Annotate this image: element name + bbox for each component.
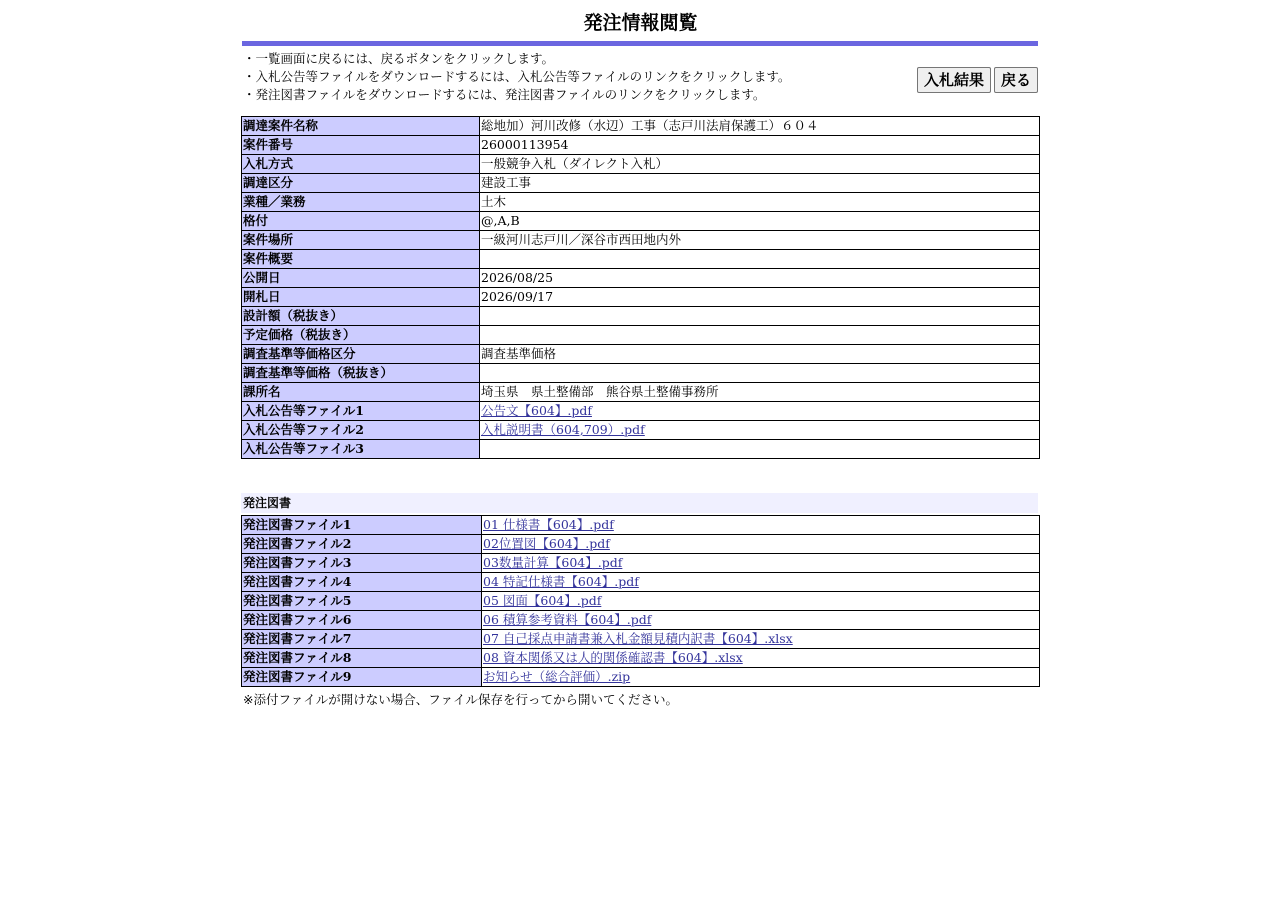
row-label: 発注図書ファイル1 (242, 516, 482, 535)
row-label: 予定価格（税抜き） (242, 326, 480, 345)
row-value (482, 668, 1040, 687)
row-value (480, 250, 1040, 269)
row-label: 調達区分 (242, 174, 480, 193)
row-label: 案件概要 (242, 250, 480, 269)
row-label: 格付 (242, 212, 480, 231)
table-row (242, 288, 1040, 307)
bid-result-button[interactable]: 入札結果 (917, 67, 991, 93)
row-value: 埼玉県 県土整備部 熊谷県土整備事務所 (480, 383, 1040, 402)
row-value: 2026/08/25 (480, 269, 1040, 288)
table-row (242, 136, 1040, 155)
table-row (242, 440, 1040, 459)
row-label: 発注図書ファイル2 (242, 535, 482, 554)
row-label: 発注図書ファイル6 (242, 611, 482, 630)
page-title: 発注情報閲覧 (583, 12, 698, 34)
table-row (242, 364, 1040, 383)
table-row (242, 193, 1040, 212)
row-label: 発注図書ファイル3 (242, 554, 482, 573)
row-value (482, 516, 1040, 535)
row-label: 調達案件名称 (242, 117, 480, 136)
instructions (241, 46, 1040, 116)
table-row (242, 630, 1040, 649)
row-value: @,A,B (480, 212, 1040, 231)
docs-section-heading: 発注図書 (241, 493, 1038, 513)
row-value (482, 630, 1040, 649)
table-row (242, 250, 1040, 269)
row-value: 建設工事 (480, 174, 1040, 193)
page-container (241, 0, 1040, 708)
file-link[interactable]: お知らせ（総合評価）.zip (483, 669, 631, 684)
row-label: 案件場所 (242, 231, 480, 250)
row-label: 入札公告等ファイル2 (242, 421, 480, 440)
row-value (480, 307, 1040, 326)
table-row (242, 421, 1040, 440)
row-label: 設計額（税抜き） (242, 307, 480, 326)
table-row (242, 174, 1040, 193)
row-value: 一般競争入札（ダイレクト入札） (480, 155, 1040, 174)
file-link[interactable]: 08 資本関係又は人的関係確認書【604】.xlsx (483, 650, 743, 665)
table-row (242, 649, 1040, 668)
instruction-line: ・入札公告等ファイルをダウンロードするには、入札公告等ファイルのリンクをクリックします。 (243, 69, 791, 84)
file-link[interactable]: 07 自己採点申請書兼入札金額見積内訳書【604】.xlsx (483, 631, 793, 646)
row-value: 26000113954 (480, 136, 1040, 155)
table-row (242, 611, 1040, 630)
row-value (480, 326, 1040, 345)
row-label: 開札日 (242, 288, 480, 307)
row-label: 入札公告等ファイル1 (242, 402, 480, 421)
table-row (242, 231, 1040, 250)
action-buttons (914, 67, 1038, 93)
file-link[interactable]: 02位置図【604】.pdf (483, 536, 610, 551)
table-row (242, 573, 1040, 592)
table-row (242, 345, 1040, 364)
table-row (242, 326, 1040, 345)
row-value (482, 573, 1040, 592)
row-value (482, 592, 1040, 611)
row-value (480, 402, 1040, 421)
table-row (242, 212, 1040, 231)
instruction-line: ・発注図書ファイルをダウンロードするには、発注図書ファイルのリンクをクリックします。 (243, 87, 766, 102)
row-label: 入札公告等ファイル3 (242, 440, 480, 459)
file-link[interactable]: 06 積算参考資料【604】.pdf (483, 612, 652, 627)
row-value (482, 611, 1040, 630)
row-value (482, 649, 1040, 668)
row-label: 発注図書ファイル9 (242, 668, 482, 687)
row-label: 調査基準等価格（税抜き） (242, 364, 480, 383)
file-link[interactable]: 04 特記仕様書【604】.pdf (483, 574, 639, 589)
table-row (242, 668, 1040, 687)
footnote: ※添付ファイルが開けない場合、ファイル保存を行ってから開いてください。 (243, 692, 678, 707)
table-row (242, 592, 1040, 611)
row-value: 調査基準価格 (480, 345, 1040, 364)
row-label: 公開日 (242, 269, 480, 288)
row-label: 業種／業務 (242, 193, 480, 212)
row-label: 調査基準等価格区分 (242, 345, 480, 364)
file-link[interactable]: 05 図面【604】.pdf (483, 593, 602, 608)
row-value: 2026/09/17 (480, 288, 1040, 307)
row-label: 課所名 (242, 383, 480, 402)
row-value (482, 554, 1040, 573)
table-row (242, 307, 1040, 326)
info-table (241, 116, 1040, 459)
row-value: 土木 (480, 193, 1040, 212)
file-link[interactable]: 公告文【604】.pdf (481, 403, 592, 418)
table-row (242, 155, 1040, 174)
row-label: 入札方式 (242, 155, 480, 174)
row-value: 一級河川志戸川／深谷市西田地内外 (480, 231, 1040, 250)
table-row (242, 269, 1040, 288)
row-value (480, 421, 1040, 440)
row-label: 発注図書ファイル7 (242, 630, 482, 649)
row-value (480, 364, 1040, 383)
table-row (242, 516, 1040, 535)
row-value: 総地加）河川改修（水辺）工事（志戸川法肩保護工）６０４ (480, 117, 1040, 136)
instruction-line: ・一覧画面に戻るには、戻るボタンをクリックします。 (243, 51, 555, 66)
row-value (480, 440, 1040, 459)
docs-table (241, 515, 1040, 687)
table-row (242, 117, 1040, 136)
file-link[interactable]: 入札説明書（604,709）.pdf (481, 422, 645, 437)
row-label: 発注図書ファイル8 (242, 649, 482, 668)
file-link[interactable]: 01 仕様書【604】.pdf (483, 517, 614, 532)
row-label: 発注図書ファイル5 (242, 592, 482, 611)
row-label: 発注図書ファイル4 (242, 573, 482, 592)
table-row (242, 554, 1040, 573)
table-row (242, 383, 1040, 402)
back-button[interactable]: 戻る (994, 67, 1038, 93)
row-label: 案件番号 (242, 136, 480, 155)
table-row (242, 402, 1040, 421)
row-value (482, 535, 1040, 554)
file-link[interactable]: 03数量計算【604】.pdf (483, 555, 623, 570)
table-row (242, 535, 1040, 554)
